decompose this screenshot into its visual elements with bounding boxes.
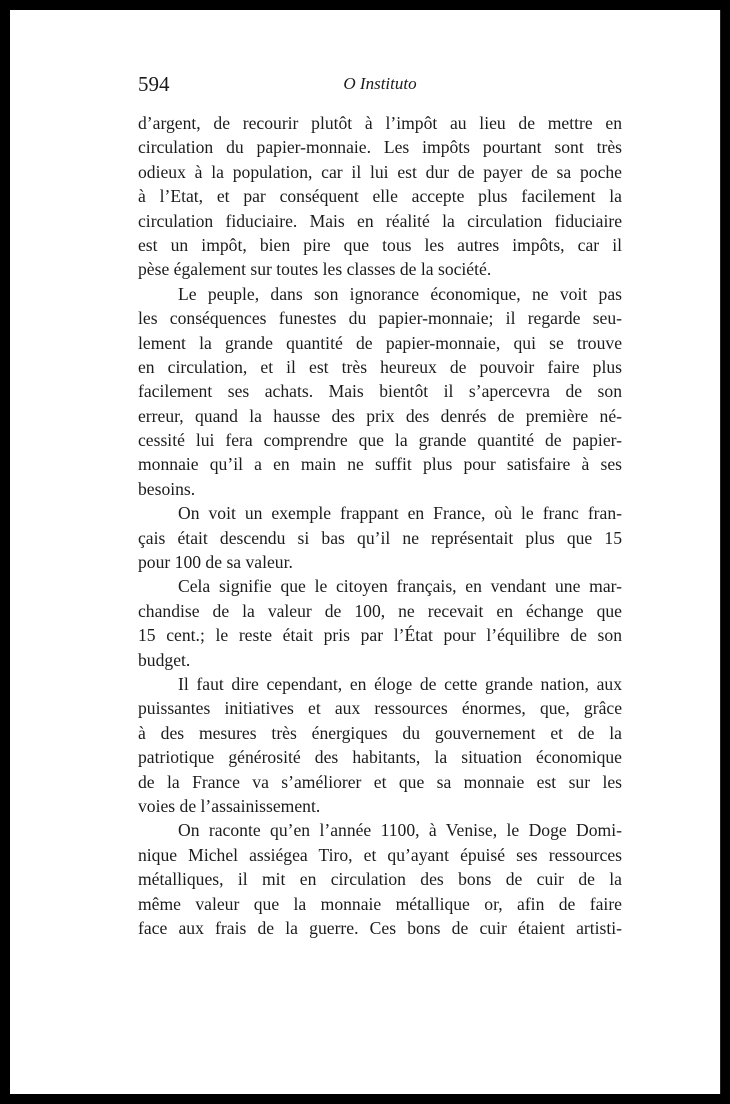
text-line: lement la grande quantité de papier-monnaie, qui se trouve [138, 332, 622, 353]
body-text [138, 111, 622, 940]
page-header [138, 72, 622, 102]
text-line: çais était descendu si bas qu’il ne représentait plus que 15 [138, 527, 622, 548]
text-line: Cela signifie que le citoyen français, en vendant une mar- [178, 576, 622, 597]
text-line: face aux frais de la guerre. Ces bons de cuir étaient artisti- [138, 917, 622, 938]
text-line: même valeur que la monnaie métallique or, afin de faire [138, 893, 622, 914]
text-line: monnaie qu’il a en main ne suffit plus pour satisfaire à ses [138, 454, 622, 475]
text-line: Il faut dire cependant, en éloge de cette grande nation, aux [178, 673, 622, 694]
text-line: circulation fiduciaire. Mais en réalité la circulation fiduciaire [138, 210, 622, 231]
paragraph [138, 282, 622, 502]
text-line: métalliques, il mit en circulation des bons de cuir de la [138, 869, 622, 890]
paragraph [138, 574, 622, 672]
text-line: On voit un exemple frappant en France, où le franc fran- [178, 503, 622, 524]
running-title: O Instituto [343, 74, 417, 93]
text-line: est un impôt, bien pire que tous les autres impôts, car il [138, 234, 622, 255]
paragraph [138, 672, 622, 818]
text-line: odieux à la population, car il lui est dur de payer de sa poche [138, 161, 622, 182]
paragraph [138, 818, 622, 940]
paragraph [138, 111, 622, 282]
text-line: puissantes initiatives et aux ressources énormes, que, grâce [138, 698, 622, 719]
text-line: pour 100 de sa valeur. [138, 552, 293, 573]
book-page [10, 10, 721, 1094]
text-line: besoins. [138, 478, 196, 499]
text-line: circulation du papier-monnaie. Les impôts pourtant sont très [138, 137, 622, 158]
text-line: erreur, quand la hausse des prix des denrés de première né- [138, 405, 622, 426]
text-line: patriotique générosité des habitants, la situation économique [138, 747, 622, 768]
text-line: cessité lui fera comprendre que la grande quantité de papier- [138, 430, 622, 451]
text-line: à l’Etat, et par conséquent elle accepte plus facilement la [138, 186, 622, 207]
text-line: nique Michel assiégea Tiro, et qu’ayant épuisé ses ressources [138, 844, 622, 865]
text-line: facilement ses achats. Mais bientôt il s’apercevra de son [138, 381, 622, 402]
page-number: 594 [138, 72, 170, 96]
text-line: voies de l’assainissement. [138, 795, 321, 816]
text-line: 15 cent.; le reste était pris par l’État pour l’équilibre de son [138, 625, 622, 646]
text-line: à des mesures très énergiques du gouvernement et de la [138, 722, 622, 743]
text-line: budget. [138, 649, 191, 670]
text-line: pèse également sur toutes les classes de la société. [138, 259, 492, 280]
text-line: les conséquences funestes du papier-monnaie; il regarde seu- [138, 308, 622, 329]
text-line: de la France va s’améliorer et que sa monnaie est sur les [138, 771, 622, 792]
text-line: On raconte qu’en l’année 1100, à Venise, le Doge Domi- [178, 820, 622, 841]
text-line: en circulation, et il est très heureux de pouvoir faire plus [138, 356, 622, 377]
paragraph [138, 501, 622, 574]
text-line: d’argent, de recourir plutôt à l’impôt au lieu de mettre en [138, 113, 622, 133]
text-line: chandise de la valeur de 100, ne recevait en échange que [138, 600, 622, 621]
text-line: Le peuple, dans son ignorance économique, ne voit pas [178, 283, 622, 304]
